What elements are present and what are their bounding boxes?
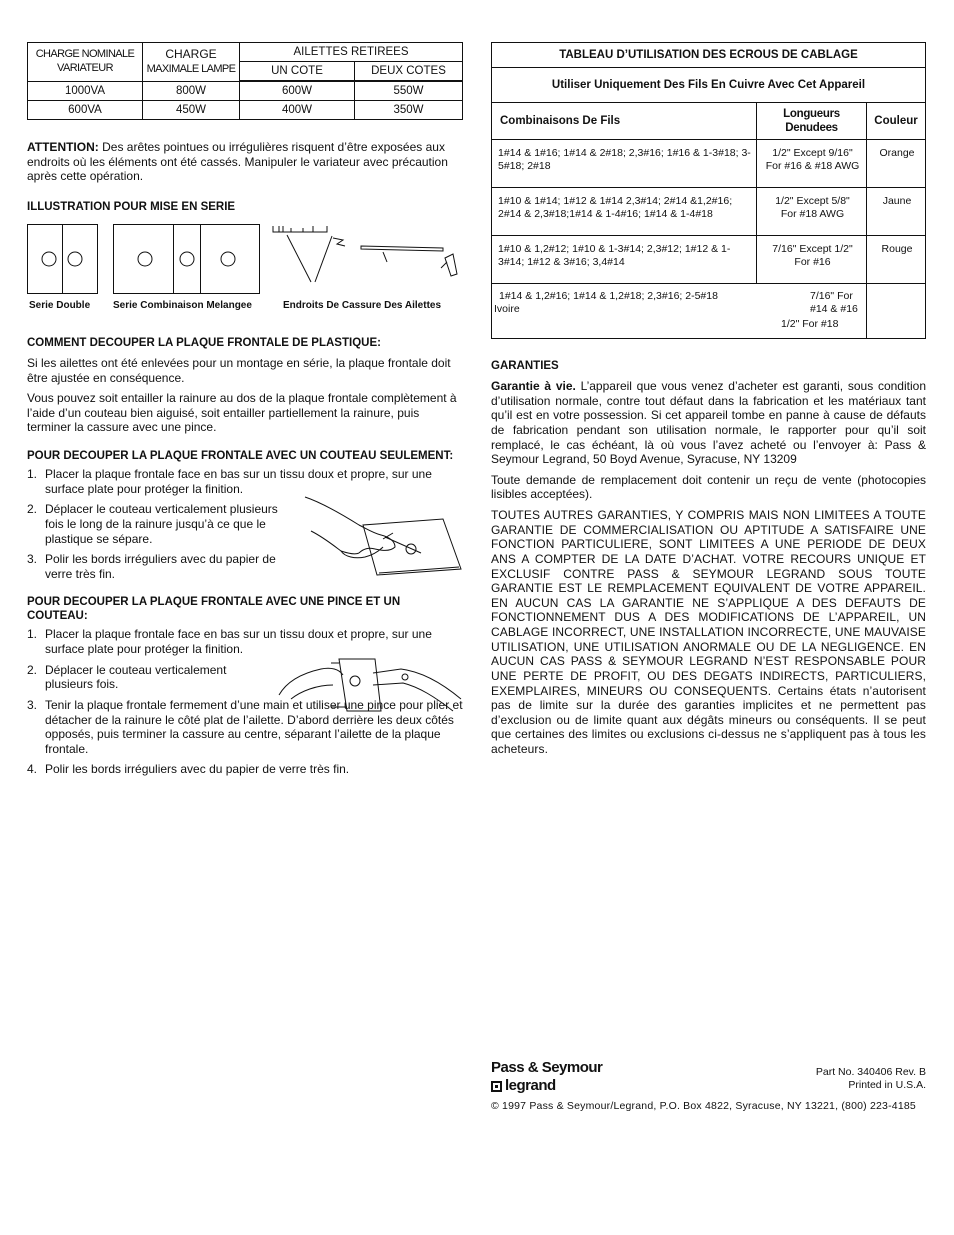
table-row: 1#10 & 1,2#12; 1#10 & 1-3#14; 2,3#12; 1#12 & 1-3#14; 1#12 & 3#16; 3,4#14 7/16" Except 1/2" For #16 Rouge xyxy=(492,236,926,284)
header-max: CHARGE MAXIMALE LAMPE xyxy=(143,43,240,82)
header-longueurs: Longueurs Denudees xyxy=(757,103,867,140)
right-column xyxy=(491,42,926,763)
garantie-p3: TOUTES AUTRES GARANTIES, Y COMPRIS MAIS NON LIMITEES A TOUTE GARANTIE DE COMMERCIALISATION OU APTITUDE A SATISFAIRE UNE FONCTION PARTICULIERE, SONT LIMITEES A UNE PERIODE DE DEUX ANS A COMPTER DE LA DATE D’ACHAT. VOTRE RECOURS UNIQUE ET EXCLUSIF CONTRE PASS & SEYMOUR LEGRAND SOUS TOUTE GARANTIE EST LE REMPLACEMENT EQUIVALENT DE VOTRE APPAREIL. EN AUCUN CAS LA GARANTIE NE S’APPLIQUE A DES DEFAUTS DE FONCTIONNEMENT DUS A DES MODIFICATIONS DE L’APPAREIL, UN CABLAGE INCORRECT, UNE INSTALLATION INCORRECTE, UNE MAUVAISE UTILISATION, UNE UTILISATION ANORMALE OU DE LA NEGLIGENCE. EN AUCUN CAS PASS & SEYMOUR LEGRAND N’EST RESPONSABLE POUR UNE PERTE DE PROFIT, OU DES DEGATS INDIRECTS, PARTICULIERS, EXEMPLAIRES, MINEURS OU CONSEQUENTS. Certains états n’autorisent pas de limite sur la durée des garanties implicites et ne permettent pas d’exclusion ou de limite quant aux dégâts mineurs ou conséquents. Il se peut que certaines des limites ou exclusions ci-dessus ne s’appliquent pas à tous les acheteurs. xyxy=(491,508,926,757)
serie-diagram xyxy=(27,222,463,302)
list-item: 3. Polir les bords irréguliers avec du papier de verre très fin. xyxy=(27,552,276,581)
header-deux-cotes: DEUX COTES xyxy=(355,62,463,82)
garantie-vie-paragraph: Garantie à vie. L’appareil que vous venez d’acheter est garanti, sous condition d’utilisation normale, contre tout défaut dans la fabrication et les matériaux tant qu’il est en votre possession. Si cet appareil tombe en panne à cause de défauts de fabrication pendant son utilisation normale, le rapporter pour qu’il soit remplacé, le cas échéant, là où vous l’avez acheté ou l’envoyer à: Pass & Seymour Legrand, 50 Boyd Avenue, Syracuse, NY 13209 xyxy=(491,379,926,467)
pince-section xyxy=(27,627,463,777)
wire-table-title: TABLEAU D’UTILISATION DES ECROUS DE CABLAGE xyxy=(492,43,926,68)
part-number: Part No. 340406 Rev. B Printed in U.S.A. xyxy=(815,1066,926,1092)
left-column xyxy=(27,42,463,783)
table-row: 600VA 450W 400W 350W xyxy=(28,101,463,120)
couteau-heading: POUR DECOUPER LA PLAQUE FRONTALE AVEC UN COUTEAU SEULEMENT: xyxy=(27,450,454,463)
table-row: 1#14 & 1,2#16; 1#14 & 1,2#18; 2,3#16; 2-5#18 Ivoire 7/16" For #14 & #16 1/2" For #18 xyxy=(492,284,926,339)
list-item: 3. Tenir la plaque frontale fermement d’une main et utiliser une pince pour plier et détacher de la rainure le côté plat de l’ailette. D’abord derrière les deux côtés opposés, puis terminer la cassure au centre, séparant l’ailette de la plaque frontale. xyxy=(27,697,463,756)
combinaison-plate-illustration xyxy=(114,224,260,293)
caption-serie-combinaison: Serie Combinaison Melangee xyxy=(113,299,252,311)
break-points-illustration xyxy=(273,226,457,282)
caption-serie-double: Serie Double xyxy=(29,299,91,311)
header-couleur: Couleur xyxy=(867,103,926,140)
serie-heading: ILLUSTRATION POUR MISE EN SERIE xyxy=(27,200,236,213)
legrand-mark-icon xyxy=(491,1081,502,1092)
table-row: 1000VA 800W 600W 550W xyxy=(28,81,463,101)
pince-heading: POUR DECOUPER LA PLAQUE FRONTALE AVEC UNE PINCE ET UN COUTEAU: xyxy=(27,596,401,623)
decouper-p1: Si les ailettes ont été enlevées pour un montage en série, la plaque frontale doit être ajustée en conséquence. xyxy=(27,355,451,385)
header-nominal: CHARGE NOMINALE VARIATEUR xyxy=(28,43,143,82)
pince-steps xyxy=(27,627,463,777)
list-item: 1. Placer la plaque frontale face en bas sur un tissu doux et propre, sur une surface plate pour protéger la finition. xyxy=(27,467,432,496)
pass-seymour-legrand-logo: Pass & Seymour legrand xyxy=(491,1059,603,1095)
attention-paragraph: ATTENTION: Des arêtes pointues ou irrégulières risquent d’être exposées aux endroits où les éléments ont été cassés. Manipuler le variateur avec précaution après cette opération. xyxy=(27,140,448,184)
caption-endroits-cassure: Endroits De Cassure Des Ailettes xyxy=(283,299,442,311)
header-un-cote: UN COTE xyxy=(240,62,355,82)
double-plate-illustration xyxy=(28,224,98,293)
list-item: 2. Déplacer le couteau verticalement plusieurs fois. xyxy=(27,662,227,692)
wire-nut-table xyxy=(491,42,926,339)
knife-hand-illustration xyxy=(303,491,473,586)
wire-table-subtitle: Utiliser Uniquement Des Fils En Cuivre Avec Cet Appareil xyxy=(492,68,926,103)
garantie-p2: Toute demande de remplacement doit contenir un reçu de vente (photocopies lisibles acceptées). xyxy=(491,472,926,502)
decouper-p2: Vous pouvez soit entailler la rainure au dos de la plaque frontale complètement à l’aide d’un couteau bien aiguisé, soit entailler partiellement la rainure, puis terminer la cassure avec une pince. xyxy=(27,391,457,435)
list-item: 1. Placer la plaque frontale face en bas sur un tissu doux et propre, sur une surface plate pour protéger la finition. xyxy=(27,627,432,657)
list-item: 4. Polir les bords irréguliers avec du papier de verre très fin. xyxy=(27,762,350,777)
table-row: 1#14 & 1#16; 1#14 & 2#18; 2,3#16; 1#16 & 1-3#18; 3-5#18; 2#18 1/2" Except 9/16" For #16 & #18 AWG Orange xyxy=(492,140,926,188)
garanties-heading: GARANTIES xyxy=(491,360,559,373)
list-item: 2. Déplacer le couteau verticalement plusieurs fois le long de la rainure jusqu’à ce que le plastique se sépare. xyxy=(27,502,278,546)
copyright: © 1997 Pass & Seymour/Legrand, P.O. Box 4822, Syracuse, NY 13221, (800) 223-4185 xyxy=(491,1100,916,1112)
header-combinaisons: Combinaisons De Fils xyxy=(492,103,757,140)
decouper-heading: COMMENT DECOUPER LA PLAQUE FRONTALE DE PLASTIQUE: xyxy=(27,336,381,349)
table-row: 1#10 & 1#14; 1#12 & 1#14 2,3#14; 2#14 &1,2#16; 2#14 & 2,3#18;1#14 & 1-4#16; 1#14 & 1-4#18 1/2" Except 5/8" For #18 AWG Jaune xyxy=(492,188,926,236)
couteau-section xyxy=(27,467,463,581)
load-table xyxy=(27,42,463,120)
serie-illustrations xyxy=(27,222,463,314)
header-ailettes: AILETTES RETIREES xyxy=(240,43,463,62)
